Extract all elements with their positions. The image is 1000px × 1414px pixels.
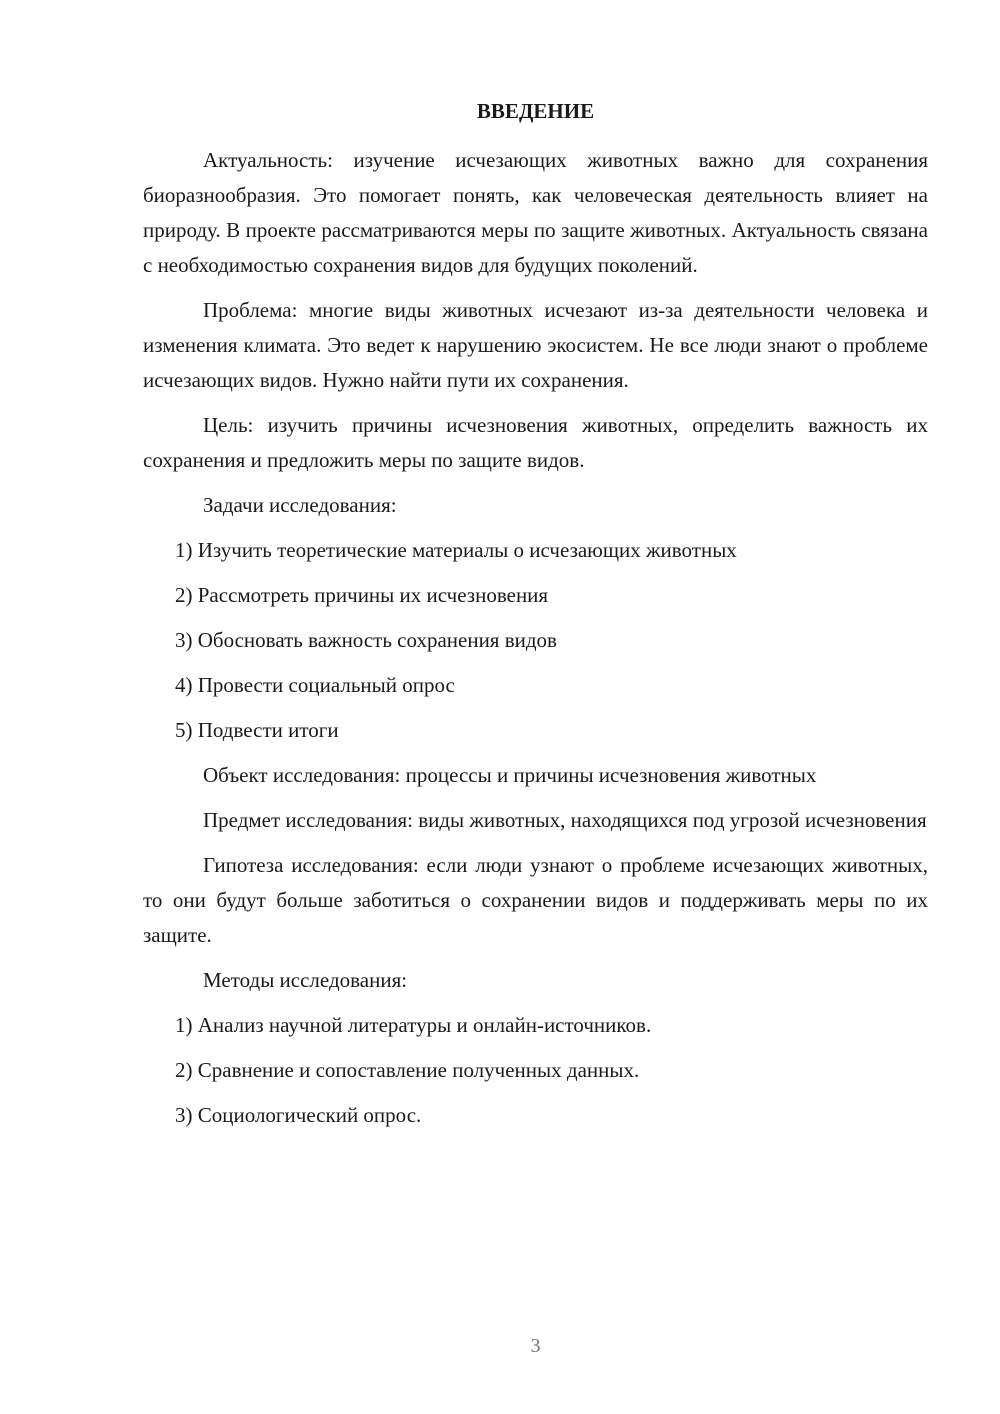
method-item-1: 1) Анализ научной литературы и онлайн-источников. [175,1013,652,1037]
document-body [143,143,928,1143]
methods-heading: Методы исследования: [203,968,408,992]
object-paragraph: Объект исследования: процессы и причины исчезновения животных [203,763,817,787]
document-page [143,0,928,1414]
task-item-5: 5) Подвести итоги [175,718,339,742]
task-item-1: 1) Изучить теоретические материалы о исчезающих животных [175,538,737,562]
method-item-3: 3) Социологический опрос. [175,1103,422,1127]
tasks-heading: Задачи исследования: [203,493,397,517]
task-item-4: 4) Провести социальный опрос [175,673,455,697]
method-item-2: 2) Сравнение и сопоставление полученных данных. [175,1058,640,1082]
goal-paragraph: Цель: изучить причины исчезновения животных, определить важность их сохранения и предложить меры по защите видов. [143,413,928,472]
problem-paragraph: Проблема: многие виды животных исчезают из-за деятельности человека и изменения климата. Это ведет к нарушению экосистем. Не все люди знают о проблеме исчезающих видов. Нужно найти пути их сохранения. [143,298,928,392]
task-item-2: 2) Рассмотреть причины их исчезновения [175,583,549,607]
hypothesis-paragraph: Гипотеза исследования: если люди узнают о проблеме исчезающих животных, то они будут больше заботиться о сохранении видов и поддерживать меры по их защите. [143,853,928,947]
page-title: ВВЕДЕНИЕ [476,99,595,123]
page-number: 3 [530,1335,541,1357]
relevance-paragraph: Актуальность: изучение исчезающих животных важно для сохранения биоразнообразия. Это помогает понять, как человеческая деятельность влияет на природу. В проекте рассматриваются меры по защите животных. Актуальность связана с необходимостью сохранения видов для будущих поколений. [143,148,928,277]
task-item-3: 3) Обосновать важность сохранения видов [175,628,557,652]
subject-paragraph: Предмет исследования: виды животных, находящихся под угрозой исчезновения [203,808,927,832]
